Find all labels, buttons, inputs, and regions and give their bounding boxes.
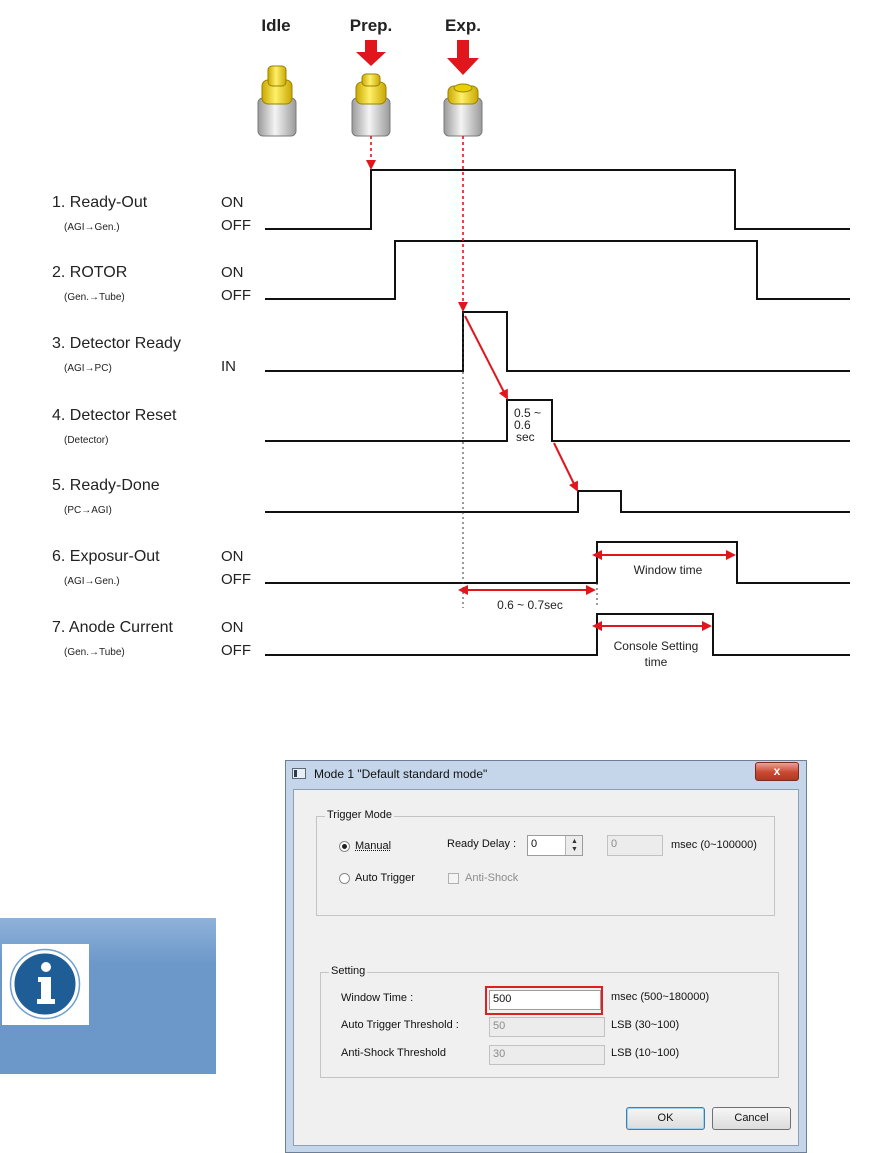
setting-group bbox=[320, 965, 779, 1078]
info-icon-box bbox=[2, 944, 89, 1025]
prep-press-arrow-icon bbox=[356, 40, 386, 66]
signal-direction: (PC→AGI) bbox=[64, 505, 112, 516]
anti-shock-label: Anti-Shock bbox=[465, 872, 519, 884]
spin-up-icon[interactable]: ▲ bbox=[571, 838, 578, 845]
signal-6-labels bbox=[52, 548, 251, 588]
signal-name: 1. Ready-Out bbox=[52, 194, 148, 211]
signal-3-labels bbox=[52, 335, 236, 375]
console-time-label-1: Console Setting bbox=[613, 639, 699, 653]
state-off-label: OFF bbox=[221, 571, 251, 588]
anti-shock-threshold-unit: LSB (10~100) bbox=[611, 1047, 680, 1059]
ready-delay-value: 0 bbox=[531, 838, 538, 850]
waveform-exposure-out bbox=[265, 542, 850, 583]
window-time-unit: msec (500~180000) bbox=[611, 991, 710, 1003]
idle-button-icon bbox=[258, 66, 296, 136]
window-app-icon bbox=[292, 768, 306, 779]
ok-button[interactable]: OK bbox=[626, 1107, 705, 1130]
console-time-label-2: time bbox=[644, 655, 668, 669]
delay-span-label: 0.6 ~ 0.7sec bbox=[497, 598, 563, 612]
waveform-detector-ready bbox=[265, 312, 850, 371]
signal-5-labels bbox=[52, 477, 160, 516]
info-icon bbox=[2, 944, 89, 1025]
ready-delay-readout: 0 bbox=[607, 835, 663, 856]
auto-trigger-threshold-label: Auto Trigger Threshold : bbox=[341, 1019, 459, 1031]
signal-1-labels bbox=[52, 194, 251, 234]
phase-label-prep: Prep. bbox=[349, 16, 393, 35]
signal-name: 4. Detector Reset bbox=[52, 407, 177, 424]
window-time-input[interactable]: 500 bbox=[489, 990, 601, 1010]
auto-trigger-radio-label[interactable]: Auto Trigger bbox=[355, 872, 415, 884]
prep-button-icon bbox=[352, 74, 390, 136]
phase-label-idle: Idle bbox=[261, 16, 291, 35]
trigger-mode-legend: Trigger Mode bbox=[327, 809, 393, 821]
info-note-panel bbox=[0, 918, 216, 1074]
ready-delay-label: Ready Delay : bbox=[447, 838, 517, 850]
auto-trigger-radio[interactable] bbox=[339, 873, 350, 884]
reset-time-note-2: 0.6 bbox=[514, 418, 531, 432]
ready-delay-spinner[interactable] bbox=[565, 836, 582, 855]
anti-shock-checkbox[interactable] bbox=[448, 873, 459, 884]
state-off-label: OFF bbox=[221, 642, 251, 659]
auto-trigger-threshold-input: 50 bbox=[489, 1017, 605, 1037]
signal-direction: (AGI→Gen.) bbox=[64, 576, 120, 587]
signal-name: 5. Ready-Done bbox=[52, 477, 160, 494]
signal-direction: (Gen.→Tube) bbox=[64, 292, 125, 303]
waveform-detector-reset bbox=[265, 400, 850, 441]
anti-shock-threshold-input: 30 bbox=[489, 1045, 605, 1065]
window-time-label: Window Time : bbox=[341, 992, 414, 1004]
signal-4-labels bbox=[52, 407, 177, 446]
detector-ready-to-reset-arrow bbox=[465, 316, 507, 398]
state-off-label: OFF bbox=[221, 287, 251, 304]
waveform-anode-current bbox=[265, 614, 850, 655]
state-on-label: ON bbox=[221, 548, 244, 565]
setting-legend: Setting bbox=[331, 965, 366, 977]
dialog-client-area bbox=[293, 789, 799, 1146]
phase-label-exp: Exp. bbox=[445, 16, 481, 35]
signal-name: 7. Anode Current bbox=[52, 619, 173, 636]
reset-time-note-3: sec bbox=[516, 430, 535, 444]
ready-delay-unit: msec (0~100000) bbox=[671, 839, 757, 851]
signal-name: 3. Detector Ready bbox=[52, 335, 181, 352]
cancel-button[interactable]: Cancel bbox=[712, 1107, 791, 1130]
mode-settings-dialog bbox=[285, 760, 807, 1153]
dialog-titlebar[interactable] bbox=[286, 761, 806, 787]
signal-name: 6. Exposur-Out bbox=[52, 548, 160, 565]
signal-direction: (AGI→Gen.) bbox=[64, 222, 120, 233]
exp-press-arrow-icon bbox=[447, 40, 479, 75]
state-in-label: IN bbox=[221, 358, 236, 375]
signal-name: 2. ROTOR bbox=[52, 264, 128, 281]
close-button[interactable]: x bbox=[755, 762, 799, 781]
spin-down-icon[interactable]: ▼ bbox=[571, 846, 578, 853]
manual-radio[interactable] bbox=[339, 841, 350, 852]
signal-direction: (AGI→PC) bbox=[64, 363, 112, 374]
manual-radio-label[interactable]: Manual bbox=[355, 840, 392, 852]
dialog-title: Mode 1 "Default standard mode" bbox=[314, 767, 488, 781]
anti-shock-threshold-label: Anti-Shock Threshold bbox=[341, 1047, 446, 1059]
waveform-ready-out bbox=[265, 170, 850, 229]
window-time-highlight bbox=[485, 986, 603, 1015]
signal-direction: (Gen.→Tube) bbox=[64, 647, 125, 658]
ready-delay-input[interactable] bbox=[527, 835, 583, 856]
signal-2-labels bbox=[52, 264, 251, 304]
state-on-label: ON bbox=[221, 264, 244, 281]
reset-to-ready-done-arrow bbox=[554, 443, 577, 490]
state-on-label: ON bbox=[221, 194, 244, 211]
window-time-label: Window time bbox=[633, 563, 703, 577]
trigger-mode-group bbox=[316, 809, 775, 916]
state-on-label: ON bbox=[221, 619, 244, 636]
waveform-rotor bbox=[265, 241, 850, 299]
signal-direction: (Detector) bbox=[64, 435, 109, 446]
waveform-ready-done bbox=[265, 491, 850, 512]
exp-button-icon bbox=[444, 84, 482, 136]
reset-time-note-1: 0.5 ~ bbox=[514, 406, 542, 420]
auto-trigger-threshold-unit: LSB (30~100) bbox=[611, 1019, 680, 1031]
signal-7-labels bbox=[52, 619, 251, 659]
state-off-label: OFF bbox=[221, 217, 251, 234]
